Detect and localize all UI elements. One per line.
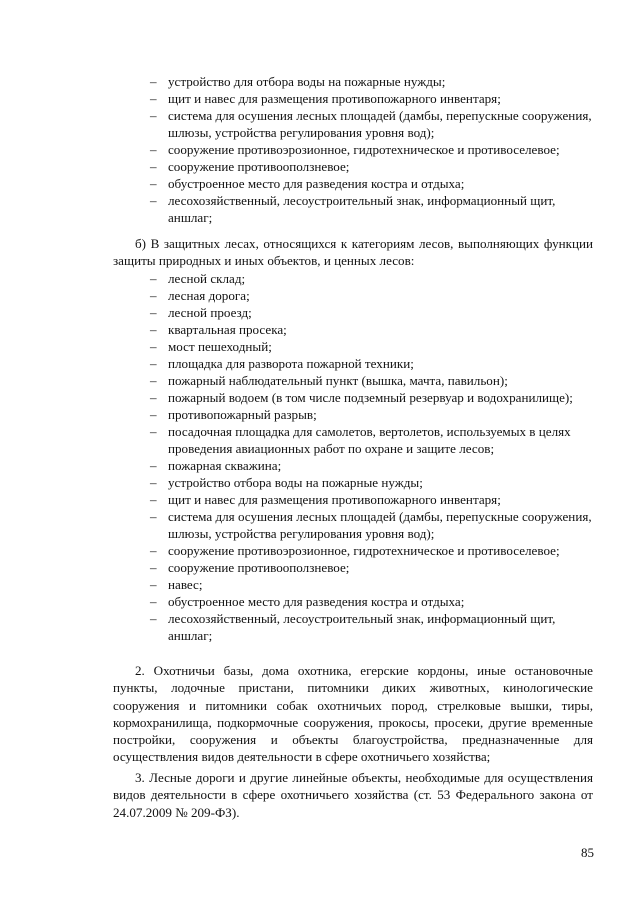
- dash-marker: –: [150, 475, 157, 490]
- dash-marker: –: [150, 458, 157, 473]
- dash-marker: –: [150, 407, 157, 422]
- dash-marker: –: [150, 271, 157, 286]
- list-item: [146, 457, 594, 474]
- list-item: [146, 338, 594, 355]
- list-item-text: система для осушения лесных площадей (дамбы, перепускные сооружения, шлюзы, устройства регулирования уровня вод);: [168, 108, 592, 140]
- dash-marker: –: [150, 577, 157, 592]
- list-item: [146, 593, 594, 610]
- list-item-text: сооружение противоэрозионное, гидротехническое и противоселевое;: [168, 543, 560, 558]
- list-item-text: площадка для разворота пожарной техники;: [168, 356, 414, 371]
- list-item: [146, 355, 594, 372]
- list-item-text: лесохозяйственный, лесоустроительный знак, информационный щит, аншлаг;: [168, 193, 556, 225]
- infrastructure-list-b: [146, 270, 594, 644]
- page-number: 85: [581, 845, 594, 860]
- list-item-text: щит и навес для размещения противопожарного инвентаря;: [168, 492, 501, 507]
- dash-marker: –: [150, 288, 157, 303]
- list-item-text: система для осушения лесных площадей (дамбы, перепускные сооружения, шлюзы, устройства регулирования уровня вод);: [168, 509, 592, 541]
- list-item: [146, 508, 594, 542]
- list-item: [146, 610, 594, 644]
- list-item: [146, 576, 594, 593]
- dash-marker: –: [150, 159, 157, 174]
- list-item: [146, 491, 594, 508]
- dash-marker: –: [150, 594, 157, 609]
- list-item-text: лесной проезд;: [168, 305, 252, 320]
- dash-marker: –: [150, 322, 157, 337]
- dash-marker: –: [150, 339, 157, 354]
- list-item-text: сооружение противоэрозионное, гидротехническое и противоселевое;: [168, 142, 560, 157]
- dash-marker: –: [150, 390, 157, 405]
- dash-marker: –: [150, 176, 157, 191]
- list-item-text: пожарный наблюдательный пункт (вышка, мачта, павильон);: [168, 373, 508, 388]
- dash-marker: –: [150, 142, 157, 157]
- list-item-text: пожарная скважина;: [168, 458, 282, 473]
- list-item: [146, 542, 594, 559]
- list-item-text: лесная дорога;: [168, 288, 250, 303]
- dash-marker: –: [150, 611, 157, 626]
- dash-marker: –: [150, 373, 157, 388]
- list-item-text: лесной склад;: [168, 271, 246, 286]
- list-item: [146, 304, 594, 321]
- list-item-text: устройство отбора воды на пожарные нужды;: [168, 475, 423, 490]
- list-item-text: пожарный водоем (в том числе подземный резервуар и водохранилище);: [168, 390, 573, 405]
- dash-marker: –: [150, 543, 157, 558]
- list-item: [146, 287, 594, 304]
- dash-marker: –: [150, 305, 157, 320]
- list-item-text: щит и навес для размещения противопожарного инвентаря;: [168, 91, 501, 106]
- list-item: [146, 559, 594, 576]
- dash-marker: –: [150, 108, 157, 123]
- list-item-text: сооружение противооползневое;: [168, 159, 350, 174]
- list-item: [146, 321, 594, 338]
- list-item-text: мост пешеходный;: [168, 339, 272, 354]
- list-item: [146, 90, 594, 107]
- dash-marker: –: [150, 509, 157, 524]
- list-item-text: обустроенное место для разведения костра и отдыха;: [168, 176, 465, 191]
- list-item: [146, 474, 594, 491]
- dash-marker: –: [150, 74, 157, 89]
- list-item: [146, 270, 594, 287]
- dash-marker: –: [150, 560, 157, 575]
- list-item-text: обустроенное место для разведения костра и отдыха;: [168, 594, 465, 609]
- list-item-text: лесохозяйственный, лесоустроительный знак, информационный щит, аншлаг;: [168, 611, 556, 643]
- list-item-text: навес;: [168, 577, 203, 592]
- list-item-text: устройство для отбора воды на пожарные нужды;: [168, 74, 446, 89]
- dash-marker: –: [150, 91, 157, 106]
- paragraph-b: б) В защитных лесах, относящихся к категориям лесов, выполняющих функции защиты природных и иных объектов, и ценных лесов:: [113, 236, 593, 269]
- infrastructure-list-a: [146, 73, 594, 226]
- dash-marker: –: [150, 424, 157, 439]
- list-item-text: посадочная площадка для самолетов, вертолетов, используемых в целях проведения авиационных работ по охране и защите лесов;: [168, 424, 571, 456]
- list-item: [146, 141, 594, 158]
- list-item: [146, 107, 594, 141]
- dash-marker: –: [150, 193, 157, 208]
- paragraph-3: 3. Лесные дороги и другие линейные объекты, необходимые для осуществления видов деятельности в сфере охотничьего хозяйства (ст. 53 Федерального закона от 24.07.2009 № 209-ФЗ).: [113, 770, 593, 820]
- dash-marker: –: [150, 492, 157, 507]
- list-item: [146, 192, 594, 226]
- list-item-text: квартальная просека;: [168, 322, 287, 337]
- list-item: [146, 158, 594, 175]
- list-item-text: сооружение противооползневое;: [168, 560, 350, 575]
- list-item: [146, 372, 594, 389]
- list-item: [146, 423, 594, 457]
- list-item: [146, 389, 594, 406]
- list-item: [146, 73, 594, 90]
- list-item: [146, 175, 594, 192]
- list-item: [146, 406, 594, 423]
- dash-marker: –: [150, 356, 157, 371]
- paragraph-2: 2. Охотничьи базы, дома охотника, егерские кордоны, иные остановочные пункты, лодочные пристани, питомники диких животных, кинологические сооружения и питомники собак охотничьих пород, стрелковые вышки, тиры, кормохранилища, подкормочные сооружения, прокосы, просеки, другие временные постройки, сооружения и объекты благоустройства, предназначенные для осуществления видов деятельности в сфере охотничьего хозяйства;: [113, 663, 593, 765]
- list-item-text: противопожарный разрыв;: [168, 407, 317, 422]
